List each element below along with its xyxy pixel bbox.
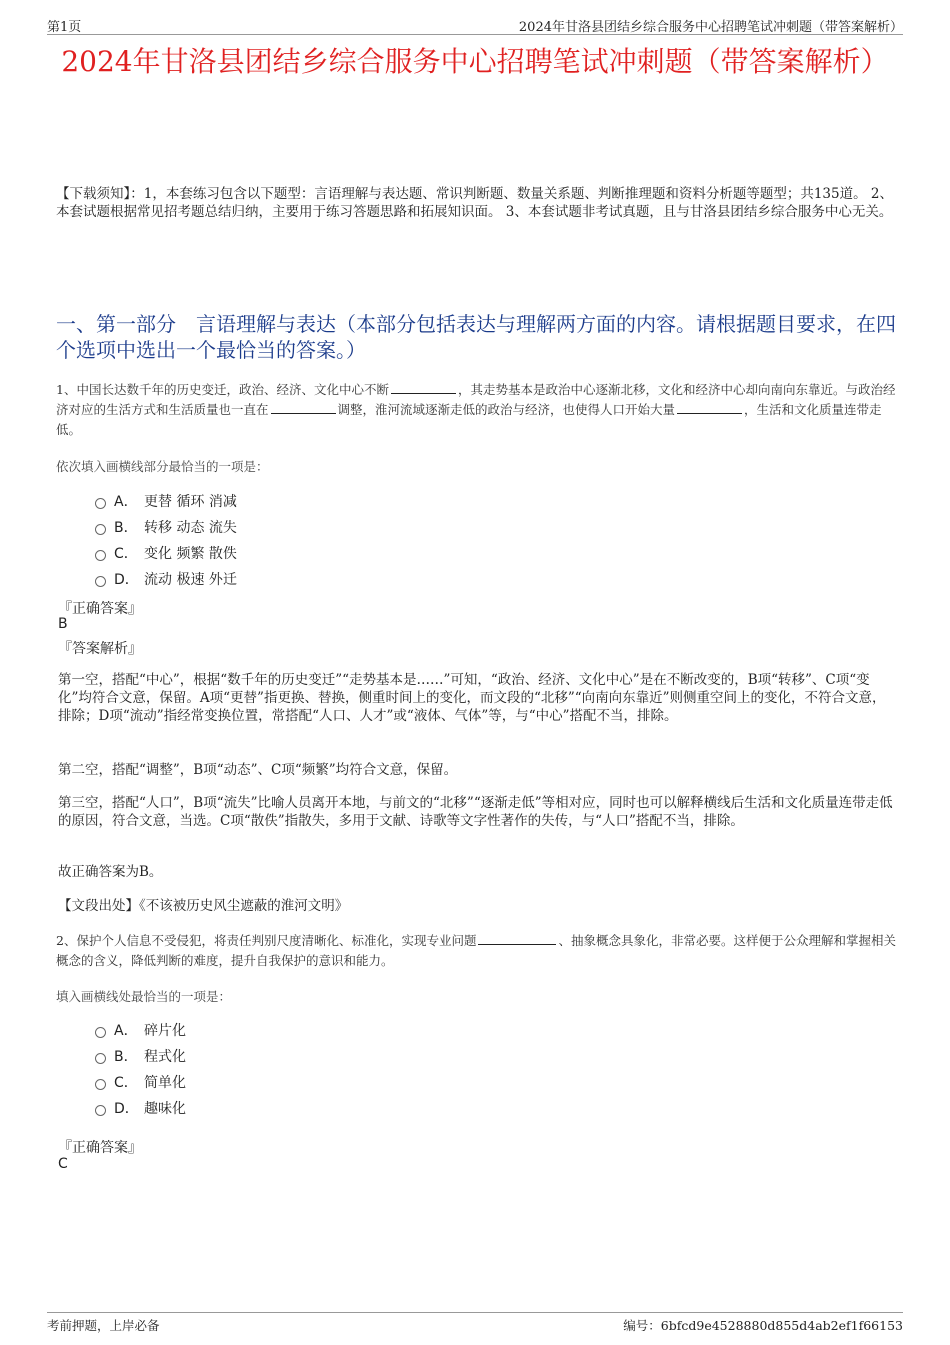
q2-text-part: 2、保护个人信息不受侵犯，将责任判别尺度清晰化、标准化，实现专业问题 xyxy=(56,933,477,948)
blank-line xyxy=(391,393,456,394)
option-text: 更替 循环 消减 xyxy=(144,494,237,510)
analysis-paragraph: 第三空，搭配“人口”，B项“流失”比喻人员离开本地，与前文的“北移”“逐渐走低”等相对应，同时也可以解释横线后生活和文化质量连带走低的原因，符合文意，当选。C项“散佚”指散失，多用于文献、诗歌等文字性著作的失传，与“人口”搭配不当，排除。 xyxy=(58,795,893,829)
document-title: 2024年甘洛县团结乡综合服务中心招聘笔试冲刺题（带答案解析） xyxy=(61,45,889,78)
option-letter: C． xyxy=(114,546,138,562)
blank-line xyxy=(478,944,556,945)
footer-slogan: 考前押题，上岸必备 xyxy=(47,1318,160,1333)
option-text: 碎片化 xyxy=(144,1023,186,1039)
radio-icon[interactable] xyxy=(95,1053,106,1064)
q1-text-part: ，其走势基本是政治中心逐渐北移，文化和经济中心却向南向东靠近。与政治经济对应的生活方式和生活质量也一直在 xyxy=(56,382,896,417)
option-text: 转移 动态 流失 xyxy=(144,520,237,536)
option-d[interactable] xyxy=(95,1095,186,1121)
option-text: 变化 频繁 散佚 xyxy=(144,546,237,562)
radio-icon[interactable] xyxy=(95,1027,106,1038)
answer-value: B xyxy=(58,616,68,632)
analysis-paragraph: 第二空，搭配“调整”，B项“动态”、C项“频繁”均符合文意，保留。 xyxy=(58,762,458,778)
radio-icon[interactable] xyxy=(95,1105,106,1116)
answer-value: C xyxy=(58,1156,68,1172)
analysis-paragraph: 第一空，搭配“中心”，根据“数千年的历史变迁”“走势基本是……”可知，“政治、经济、文化中心”是在不断改变的，B项“转移”、C项“变化”均符合文意，保留。A项“更替”指更换、替换，侧重时间上的变化，而文段的“北移”“向南向东靠近”则侧重空间上的变化，不符合文意，排除；D项“流动”指经常变换位置，常搭配“人口、人才”或“液体、气体”等，与“中心”搭配不当，排除。 xyxy=(58,672,886,724)
option-letter: D． xyxy=(114,572,139,588)
option-b[interactable] xyxy=(95,514,237,540)
option-letter: A． xyxy=(114,494,138,510)
radio-icon[interactable] xyxy=(95,1079,106,1090)
question-1-options xyxy=(95,488,237,592)
option-letter: B． xyxy=(114,520,138,536)
question-1-stem xyxy=(56,380,901,440)
q1-text-part: 调整，淮河流域逐渐走低的政治与经济，也使得人口开始大量 xyxy=(337,402,676,417)
question-2-prompt: 填入画横线处最恰当的一项是： xyxy=(56,989,232,1004)
section-heading: 一、第一部分 言语理解与表达（本部分包括表达与理解两方面的内容。请根据题目要求，在四个选项中选出一个最恰当的答案。） xyxy=(56,312,896,362)
option-letter: C． xyxy=(114,1075,138,1091)
source-citation: 【文段出处】《不该被历史风尘遮蔽的淮河文明》 xyxy=(58,898,349,914)
blank-line xyxy=(677,413,742,414)
radio-icon[interactable] xyxy=(95,550,106,561)
option-c[interactable] xyxy=(95,540,237,566)
option-letter: A． xyxy=(114,1023,138,1039)
footer-doc-id: 编号：6bfcd9e4528880d855d4ab2ef1f66153 xyxy=(623,1318,903,1333)
option-d[interactable] xyxy=(95,566,237,592)
option-text: 趣味化 xyxy=(144,1101,186,1117)
download-notice: 【下载须知】：1，本套练习包含以下题型：言语理解与表达题、常识判断题、数量关系题、判断推理题和资料分析题等题型；共135道。 2、本套试题根据常见招考题总结归纳，主要用于练习答题思路和拓展知识面。 3、本套试题非考试真题，且与甘洛县团结乡综合服务中心无关。 xyxy=(56,186,893,220)
q1-text-part: ，生活和文化质量连带走低。 xyxy=(56,402,882,437)
radio-icon[interactable] xyxy=(95,524,106,535)
page-footer xyxy=(47,1312,903,1333)
q2-text-part: 、抽象概念具象化，非常必要。这样便于公众理解和掌握相关概念的含义，降低判断的难度，提升自我保护的意识和能力。 xyxy=(56,933,896,968)
option-text: 流动 极速 外迁 xyxy=(144,572,237,588)
analysis-label: 『答案解析』 xyxy=(58,641,142,657)
option-text: 程式化 xyxy=(144,1049,186,1065)
option-letter: D． xyxy=(114,1101,139,1117)
header-doc-title: 2024年甘洛县团结乡综合服务中心招聘笔试冲刺题（带答案解析） xyxy=(518,20,903,35)
radio-icon[interactable] xyxy=(95,576,106,587)
analysis-conclusion: 故正确答案为B。 xyxy=(58,864,163,880)
answer-label: 『正确答案』 xyxy=(58,1140,142,1156)
page-header xyxy=(47,16,903,35)
option-letter: B． xyxy=(114,1049,138,1065)
q1-text-part: 1、中国长达数千年的历史变迁，政治、经济、文化中心不断 xyxy=(56,382,389,397)
question-1-prompt: 依次填入画横线部分最恰当的一项是： xyxy=(56,459,269,474)
page-number: 第1页 xyxy=(47,20,82,35)
blank-line xyxy=(271,413,336,414)
radio-icon[interactable] xyxy=(95,498,106,509)
option-a[interactable] xyxy=(95,488,237,514)
option-a[interactable] xyxy=(95,1017,186,1043)
question-2-stem xyxy=(56,931,901,971)
option-b[interactable] xyxy=(95,1043,186,1069)
question-2-options xyxy=(95,1017,186,1121)
answer-label: 『正确答案』 xyxy=(58,601,142,617)
option-c[interactable] xyxy=(95,1069,186,1095)
option-text: 简单化 xyxy=(144,1075,186,1091)
